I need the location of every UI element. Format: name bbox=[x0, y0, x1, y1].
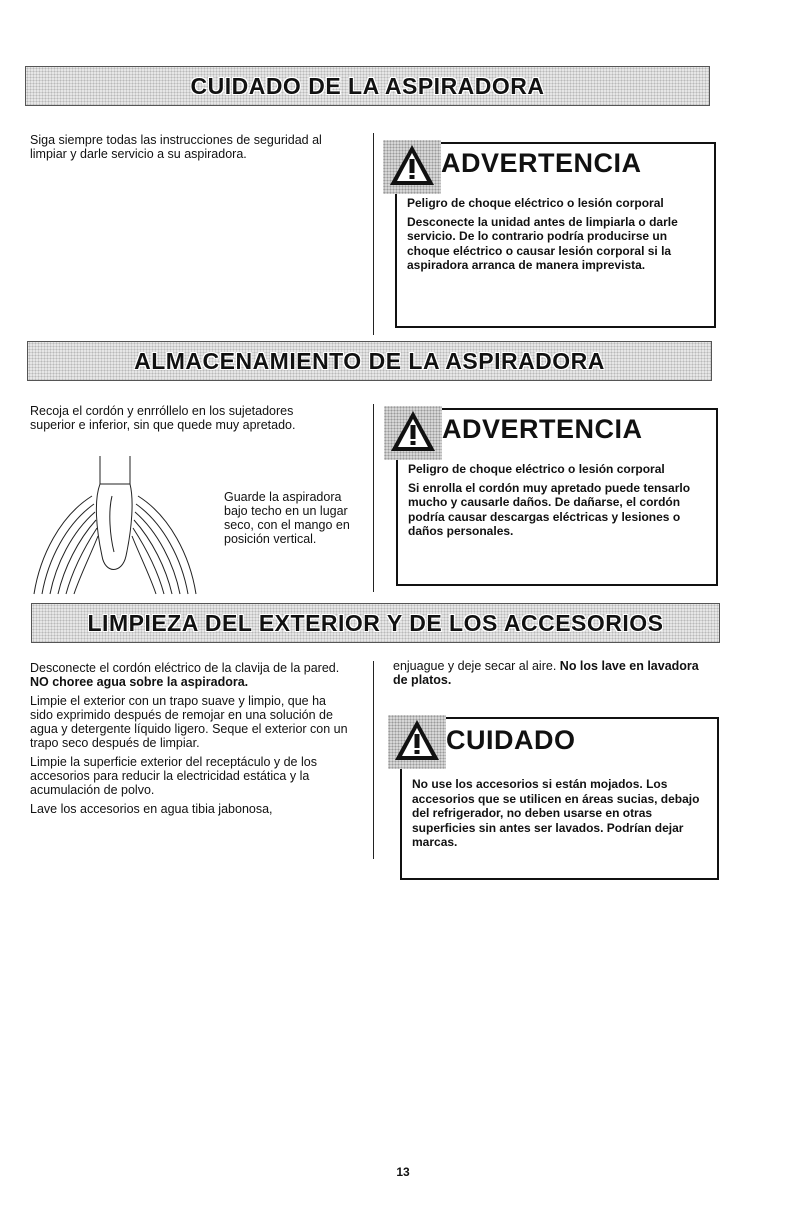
column-divider bbox=[373, 661, 374, 859]
warning-heading: ADVERTENCIA bbox=[441, 148, 642, 178]
paragraph-text: Desconecte el cordón eléctrico de la clavija de la pared. bbox=[30, 661, 340, 675]
section-header-almacenamiento bbox=[27, 341, 712, 381]
storage-text bbox=[30, 404, 330, 437]
warning-triangle-icon bbox=[392, 717, 442, 763]
page-number: 13 bbox=[396, 1165, 410, 1179]
paragraph: Siga siempre todas las instrucciones de seguridad al limpiar y darle servicio a su aspiradora. bbox=[30, 133, 322, 161]
cord-wrap-illustration bbox=[30, 456, 225, 596]
warning-triangle-icon bbox=[388, 408, 438, 454]
warning-heading: CUIDADO bbox=[446, 725, 576, 755]
section-title: LIMPIEZA DEL EXTERIOR Y DE LOS ACCESORIOS bbox=[87, 609, 664, 636]
paragraph: Recoja el cordón y enrróllelo en los sujetadores superior e inferior, sin que quede muy apretado. bbox=[30, 404, 296, 432]
paragraph bbox=[393, 659, 708, 687]
paragraph-bold: NO choree agua sobre la aspiradora. bbox=[30, 675, 249, 689]
paragraph bbox=[30, 661, 350, 689]
warning-heading: ADVERTENCIA bbox=[442, 414, 643, 444]
section-title: CUIDADO DE LA ASPIRADORA bbox=[190, 72, 545, 99]
warning-body bbox=[408, 462, 710, 543]
intro-text bbox=[30, 133, 330, 166]
warning-line: Desconecte la unidad antes de limpiarla o darle servicio. De lo contrario podría producirse un choque eléctrico o causar lesión corporal si la aspiradora arranca de manera imprevista. bbox=[407, 214, 678, 272]
paragraph: Limpie el exterior con un trapo suave y limpio, que ha sido exprimido después de remojar en una solución de agua y detergente líquido ligero. Seque el exterior con un trapo seco después de limpiar. bbox=[30, 694, 348, 750]
column-divider bbox=[373, 133, 374, 335]
cleaning-text-right bbox=[393, 659, 708, 692]
warning-line: Si enrolla el cordón muy apretado puede tensarlo mucho y causarle daños. De dañarse, el cordón podría causar descargas eléctricas y lesiones o daños personales. bbox=[408, 480, 691, 538]
section-header-limpieza bbox=[31, 603, 720, 643]
warning-line: No use los accesorios si están mojados. Los accesorios que se utilicen en áreas sucias, debajo del refrigerador, no deben usarse en otras superficies sin antes ser lavados. Podrían dejar marcas. bbox=[412, 777, 700, 849]
warning-body bbox=[412, 777, 711, 854]
warning-body bbox=[407, 196, 708, 277]
warning-box-advertencia-2 bbox=[396, 408, 718, 586]
column-divider bbox=[373, 404, 374, 592]
warning-box-advertencia-1 bbox=[395, 142, 716, 328]
warning-line: Peligro de choque eléctrico o lesión corporal bbox=[408, 462, 665, 476]
paragraph: Limpie la superficie exterior del receptáculo y de los accesorios para reducir la electricidad estática y la acumulación de polvo. bbox=[30, 755, 317, 797]
warning-box-cuidado bbox=[400, 717, 719, 880]
cleaning-text bbox=[30, 661, 350, 821]
section-header-cuidado bbox=[25, 66, 710, 106]
section-title: ALMACENAMIENTO DE LA ASPIRADORA bbox=[134, 347, 605, 374]
paragraph: Lave los accesorios en agua tibia jabonosa, bbox=[30, 802, 273, 816]
storage-caption bbox=[224, 490, 356, 551]
paragraph-bold: No los lave en lavadora de platos. bbox=[393, 659, 699, 687]
warning-line: Peligro de choque eléctrico o lesión corporal bbox=[407, 196, 664, 210]
caption: Guarde la aspiradora bajo techo en un lugar seco, con el mango en posición vertical. bbox=[224, 490, 350, 546]
warning-triangle-icon bbox=[387, 142, 437, 188]
paragraph-text: enjuague y deje secar al aire. bbox=[393, 659, 557, 673]
